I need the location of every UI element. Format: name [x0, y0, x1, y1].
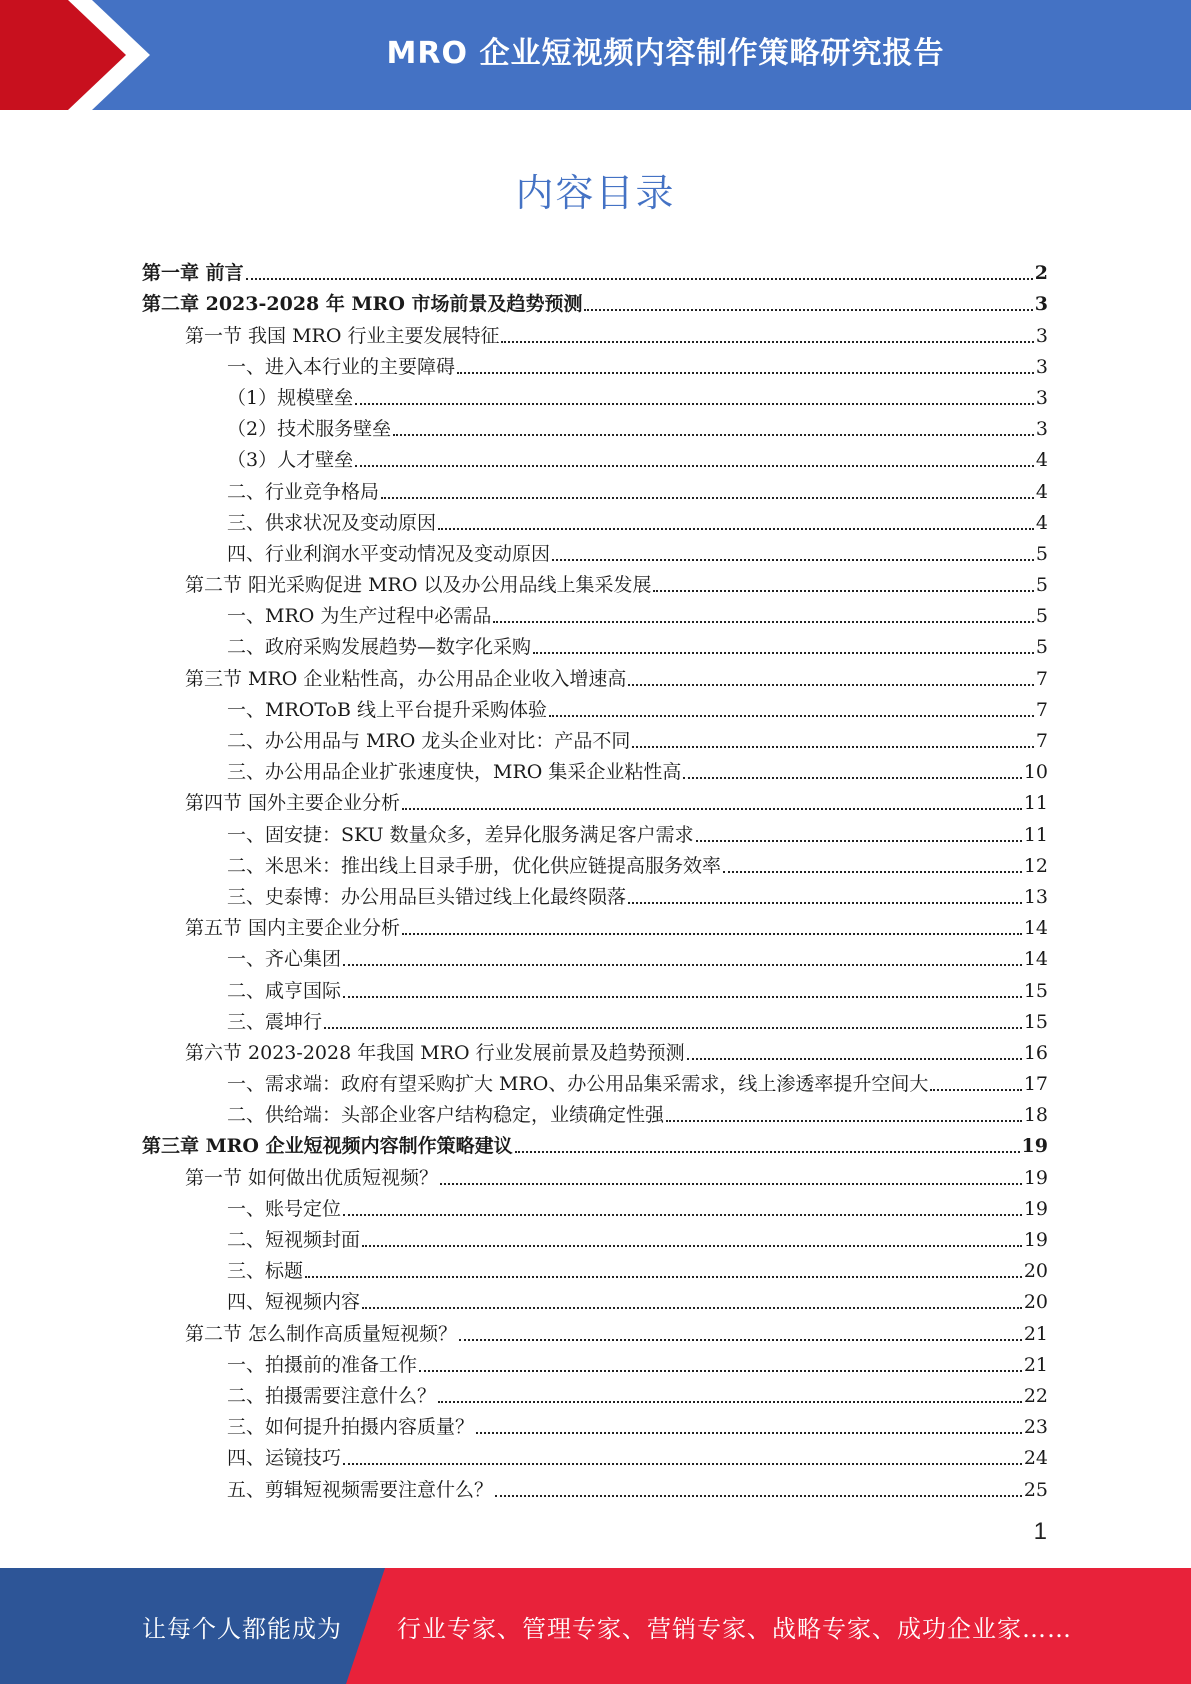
toc-entry-title: 第三章 MRO 企业短视频内容制作策略建议: [142, 1135, 513, 1158]
toc-dot-leader: [493, 621, 1034, 623]
toc-entry-page: 20: [1023, 1260, 1048, 1283]
footer-slogan-left: 让每个人都能成为: [142, 1614, 342, 1643]
toc-entry-title: 三、供求状况及变动原因: [227, 511, 437, 534]
toc-subsection-entry[interactable]: [142, 1251, 1048, 1282]
toc-subsection-entry[interactable]: [142, 752, 1048, 783]
toc-subsection-entry[interactable]: [142, 1064, 1048, 1095]
toc-entry-page: 16: [1023, 1041, 1048, 1064]
toc-chapter-entry[interactable]: [142, 284, 1048, 315]
toc-dot-leader: [495, 1495, 1022, 1497]
toc-entry-page: 3: [1035, 324, 1048, 347]
toc-entry-title: 三、如何提升拍摄内容质量？: [227, 1416, 475, 1439]
toc-dot-leader: [324, 1027, 1022, 1029]
toc-entry-page: 23: [1023, 1416, 1048, 1439]
table-of-contents: [142, 253, 1048, 1501]
toc-subsection-entry[interactable]: [142, 1345, 1048, 1376]
toc-dot-leader: [459, 1339, 1022, 1341]
toc-subsection-entry[interactable]: [142, 347, 1048, 378]
toc-subsection-entry[interactable]: [142, 1376, 1048, 1407]
toc-dot-leader: [343, 1214, 1022, 1216]
toc-dot-leader: [402, 933, 1022, 935]
toc-dot-leader: [438, 1401, 1022, 1403]
toc-entry-page: 21: [1023, 1322, 1048, 1345]
toc-entry-page: 4: [1035, 511, 1048, 534]
toc-subsection-entry[interactable]: [142, 1407, 1048, 1438]
toc-entry-page: 18: [1023, 1104, 1048, 1127]
toc-entry-title: 二、米思米：推出线上目录手册，优化供应链提高服务效率: [227, 854, 722, 877]
toc-entry-page: 15: [1023, 1010, 1048, 1033]
toc-entry-title: 三、标题: [227, 1260, 304, 1283]
toc-entry-title: 四、行业利润水平变动情况及变动原因: [227, 542, 551, 565]
toc-entry-title: （3）人才壁垒: [227, 449, 354, 472]
toc-subsection-entry[interactable]: [142, 1282, 1048, 1313]
toc-dot-leader: [632, 746, 1033, 748]
toc-entry-title: 第一节 我国 MRO 行业主要发展特征: [185, 324, 500, 347]
toc-entry-title: 第二节 阳光采购促进 MRO 以及办公用品线上集采发展: [185, 574, 652, 597]
toc-subsection-entry[interactable]: [142, 1002, 1048, 1033]
toc-subsection-entry[interactable]: [142, 503, 1048, 534]
toc-subsection-entry[interactable]: [142, 1095, 1048, 1126]
toc-entry-title: 一、进入本行业的主要障碍: [227, 355, 456, 378]
toc-section-entry[interactable]: [142, 783, 1048, 814]
toc-entry-page: 17: [1023, 1073, 1048, 1096]
toc-subsection-entry[interactable]: [142, 814, 1048, 845]
toc-dot-leader: [355, 403, 1034, 405]
toc-entry-page: 2: [1034, 262, 1048, 285]
toc-subsection-entry[interactable]: [142, 627, 1048, 658]
toc-section-entry[interactable]: [142, 658, 1048, 689]
toc-entry-page: 3: [1035, 355, 1048, 378]
toc-entry-title: （2）技术服务壁垒: [227, 418, 392, 441]
toc-entry-page: 5: [1035, 636, 1048, 659]
toc-entry-page: 5: [1035, 605, 1048, 628]
toc-dot-leader: [305, 1276, 1022, 1278]
toc-entry-title: 一、需求端：政府有望采购扩大 MRO、办公用品集采需求，线上渗透率提升空间大: [227, 1073, 929, 1096]
toc-entry-page: 25: [1023, 1478, 1048, 1501]
toc-dot-leader: [533, 652, 1034, 654]
toc-dot-leader: [683, 777, 1021, 779]
toc-dot-leader: [362, 1245, 1022, 1247]
toc-entry-page: 11: [1023, 823, 1048, 846]
toc-dot-leader: [402, 808, 1022, 810]
toc-subsection-entry[interactable]: [142, 1220, 1048, 1251]
toc-entry-title: 一、齐心集团: [227, 948, 342, 971]
toc-entry-title: 一、固安捷：SKU 数量众多，差异化服务满足客户需求: [227, 823, 694, 846]
toc-section-entry[interactable]: [142, 1157, 1048, 1188]
toc-subsection-entry[interactable]: [142, 1189, 1048, 1220]
page-footer: [0, 1568, 1191, 1684]
toc-entry-title: 第三节 MRO 企业粘性高，办公用品企业收入增速高: [185, 667, 627, 690]
toc-dot-leader: [343, 1463, 1022, 1465]
toc-entry-title: 第一章 前言: [142, 262, 244, 285]
toc-entry-title: 二、政府采购发展趋势—数字化采购: [227, 636, 532, 659]
toc-entry-page: 19: [1023, 1229, 1048, 1251]
toc-entry-title: 三、办公用品企业扩张速度快，MRO 集采企业粘性高: [227, 761, 682, 784]
page-number: 1: [1033, 1518, 1047, 1545]
toc-entry-title: 一、MRO 为生产过程中必需品: [227, 605, 492, 628]
toc-entry-page: 10: [1023, 761, 1048, 784]
toc-entry-title: 四、短视频内容: [227, 1291, 361, 1314]
toc-entry-title: 第五节 国内主要企业分析: [185, 917, 401, 940]
toc-entry-title: （1）规模壁垒: [227, 386, 354, 409]
toc-dot-leader: [628, 902, 1022, 904]
toc-entry-title: 第二节 怎么制作高质量短视频？: [185, 1322, 458, 1345]
toc-entry-title: 五、剪辑短视频需要注意什么？: [227, 1478, 494, 1501]
toc-dot-leader: [362, 1307, 1022, 1309]
toc-entry-page: 21: [1023, 1353, 1048, 1376]
toc-entry-title: 一、拍摄前的准备工作: [227, 1353, 418, 1376]
toc-entry-title: 三、震坤行: [227, 1010, 323, 1033]
toc-dot-leader: [393, 434, 1034, 436]
toc-entry-title: 第二章 2023-2028 年 MRO 市场前景及趋势预测: [142, 293, 583, 316]
toc-entry-page: 20: [1023, 1291, 1048, 1314]
report-title: MRO 企业短视频内容制作策略研究报告: [386, 36, 945, 71]
page-header: [0, 0, 1191, 110]
toc-subsection-entry[interactable]: [142, 970, 1048, 1001]
toc-entry-title: 四、运镜技巧: [227, 1447, 342, 1470]
toc-entry-page: 3: [1035, 386, 1048, 409]
toc-entry-title: 二、供给端：头部企业客户结构稳定，业绩确定性强: [227, 1104, 665, 1127]
toc-entry-title: 第六节 2023-2028 年我国 MRO 行业发展前景及趋势预测: [185, 1041, 685, 1064]
toc-subsection-entry[interactable]: [142, 440, 1048, 471]
toc-entry-page: 7: [1035, 667, 1048, 690]
toc-entry-title: 二、咸亨国际: [227, 979, 342, 1002]
toc-dot-leader: [476, 1432, 1022, 1434]
toc-entry-title: 三、史泰博：办公用品巨头错过线上化最终陨落: [227, 885, 627, 908]
toc-dot-leader: [723, 871, 1022, 873]
toc-dot-leader: [501, 341, 1033, 343]
toc-entry-title: 第一节 如何做出优质短视频？: [185, 1166, 439, 1189]
toc-dot-leader: [584, 309, 1032, 311]
toc-dot-leader: [343, 996, 1022, 998]
toc-entry-page: 3: [1034, 293, 1048, 316]
toc-entry-page: 19: [1023, 1166, 1048, 1189]
toc-entry-title: 二、短视频封面: [227, 1229, 361, 1251]
toc-entry-page: 22: [1023, 1384, 1048, 1407]
toc-heading: 内容目录: [515, 171, 676, 215]
toc-subsection-entry[interactable]: [142, 409, 1048, 440]
toc-dot-leader: [246, 278, 1033, 280]
toc-dot-leader: [419, 1370, 1022, 1372]
toc-dot-leader: [457, 372, 1034, 374]
toc-subsection-entry[interactable]: [142, 690, 1048, 721]
toc-dot-leader: [515, 1151, 1020, 1153]
toc-entry-title: 二、行业竞争格局: [227, 480, 380, 503]
toc-dot-leader: [438, 528, 1034, 530]
toc-dot-leader: [696, 840, 1022, 842]
toc-entry-title: 二、拍摄需要注意什么？: [227, 1384, 437, 1407]
toc-dot-leader: [552, 559, 1034, 561]
toc-entry-page: 15: [1023, 979, 1048, 1002]
toc-entry-title: 第四节 国外主要企业分析: [185, 792, 401, 815]
toc-dot-leader: [687, 1058, 1022, 1060]
toc-subsection-entry[interactable]: [142, 939, 1048, 970]
toc-dot-leader: [440, 1183, 1022, 1185]
toc-entry-page: 19: [1023, 1197, 1048, 1220]
toc-section-entry[interactable]: [142, 1313, 1048, 1344]
toc-dot-leader: [653, 590, 1033, 592]
toc-entry-page: 14: [1023, 948, 1048, 971]
toc-subsection-entry[interactable]: [142, 596, 1048, 627]
toc-dot-leader: [343, 964, 1022, 966]
toc-entry-page: 13: [1023, 885, 1048, 908]
toc-subsection-entry[interactable]: [142, 721, 1048, 752]
toc-subsection-entry[interactable]: [142, 877, 1048, 908]
toc-section-entry[interactable]: [142, 565, 1048, 596]
toc-subsection-entry[interactable]: [142, 846, 1048, 877]
toc-entry-title: 一、MROToB 线上平台提升采购体验: [227, 698, 547, 721]
toc-entry-page: 4: [1035, 480, 1048, 503]
toc-entry-title: 一、账号定位: [227, 1197, 342, 1220]
toc-section-entry[interactable]: [142, 315, 1048, 346]
toc-entry-page: 12: [1023, 854, 1048, 877]
footer-slogan-right: 行业专家、管理专家、营销专家、战略专家、成功企业家……: [397, 1614, 1072, 1643]
toc-entry-page: 11: [1023, 792, 1048, 815]
toc-entry-page: 19: [1021, 1135, 1048, 1158]
toc-entry-page: 14: [1023, 917, 1048, 940]
toc-dot-leader: [666, 1120, 1022, 1122]
toc-dot-leader: [355, 465, 1034, 467]
toc-dot-leader: [930, 1089, 1021, 1091]
toc-subsection-entry[interactable]: [142, 1469, 1048, 1500]
toc-entry-page: 24: [1023, 1447, 1048, 1470]
toc-dot-leader: [628, 684, 1033, 686]
toc-dot-leader: [381, 497, 1034, 499]
toc-chapter-entry[interactable]: [142, 1126, 1048, 1157]
toc-subsection-entry[interactable]: [142, 471, 1048, 502]
toc-entry-page: 5: [1035, 542, 1048, 565]
toc-chapter-entry[interactable]: [142, 253, 1048, 284]
header-arrow-logo: [0, 0, 140, 110]
toc-entry-page: 7: [1035, 730, 1048, 752]
toc-subsection-entry[interactable]: [142, 378, 1048, 409]
toc-entry-page: 4: [1035, 449, 1048, 472]
toc-section-entry[interactable]: [142, 908, 1048, 939]
toc-dot-leader: [549, 715, 1034, 717]
toc-entry-page: 3: [1035, 418, 1048, 441]
toc-subsection-entry[interactable]: [142, 1438, 1048, 1469]
toc-subsection-entry[interactable]: [142, 534, 1048, 565]
toc-entry-title: 二、办公用品与 MRO 龙头企业对比：产品不同: [227, 730, 631, 752]
toc-entry-page: 5: [1035, 574, 1048, 597]
toc-entry-page: 7: [1035, 698, 1048, 721]
toc-section-entry[interactable]: [142, 1033, 1048, 1064]
